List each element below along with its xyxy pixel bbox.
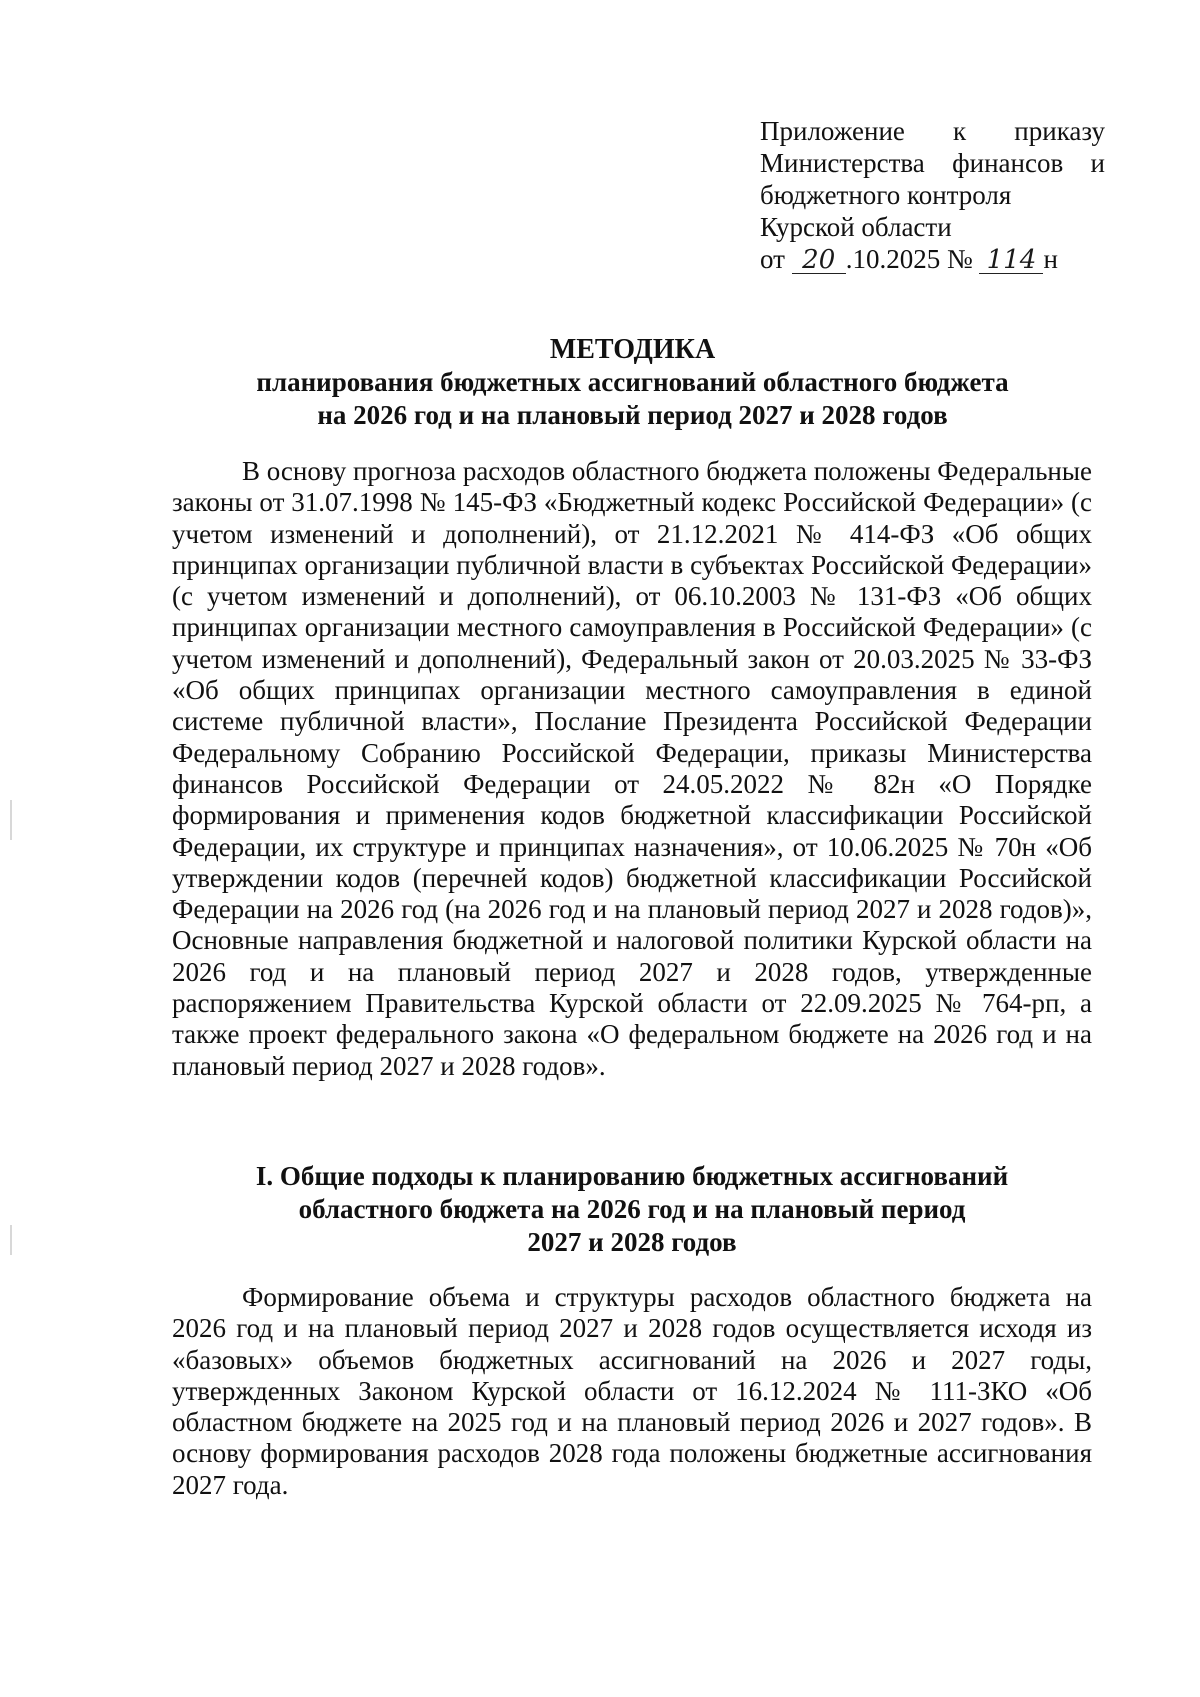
scan-artifact	[10, 1225, 12, 1255]
handwritten-order-number: 114	[979, 247, 1043, 274]
annex-line-3: бюджетного контроля	[760, 180, 1012, 210]
section-heading-line-3: 2027 и 2028 годов	[527, 1227, 737, 1257]
title-subtitle-1: планирования бюджетных ассигнований областного бюджета	[256, 367, 1009, 397]
annex-line-2: Министерства финансов и	[760, 148, 1105, 178]
handwritten-day: 20	[792, 247, 846, 274]
intro-paragraph: В основу прогноза расходов областного бюджета положены Федеральные законы от 31.07.1998 № 145-ФЗ «Бюджетный кодекс Российской Федерации» (с учетом изменений и дополнений), от 21.12.2021 № 414-ФЗ «Об общих принципах организации публичной власти в субъектах Российской Федерации» (с учетом изменений и дополнений), от 06.10.2003 № 131-ФЗ «Об общих принципах организации местного самоуправления в Российской Федерации» (с учетом изменений и дополнений), Федеральный закон от 20.03.2025 № 33-ФЗ «Об общих принципах организации местного самоуправления в единой системе публичной власти», Послание Президента Российской Федерации Федеральному Собранию Российской Федерации, приказы Министерства финансов Российской Федерации от 24.05.2022 № 82н «О Порядке формирования и применения кодов бюджетной классификации Российской Федерации, их структуре и принципах назначения», от 10.06.2025 № 70н «Об утверждении кодов (перечней кодов) бюджетной классификации Российской Федерации на 2026 год (на 2026 год и на плановый период 2027 и 2028 годов)», Основные направления бюджетной и налоговой политики Курской области на 2026 год и на плановый период 2027 и 2028 годов, утвержденные распоряжением Правительства Курской области от 22.09.2025 № 764-рп, а также проект федерального закона «О федеральном бюджете на 2026 год и на плановый период 2027 и 2028 годов».	[172, 456, 1092, 1081]
section-1-paragraph: Формирование объема и структуры расходов областного бюджета на 2026 год и на плановый период 2027 и 2028 годов осуществляется исходя из «базовых» объемов бюджетных ассигнований на 2026 и 2027 годы, утвержденных Законом Курской области от 16.12.2024 № 111-ЗКО «Об областном бюджете на 2025 год и на плановый период 2026 и 2027 годов». В основу формирования расходов 2028 года положены бюджетные ассигнования 2027 года.	[172, 1282, 1092, 1500]
section-1-heading	[172, 1160, 1092, 1259]
title-main: МЕТОДИКА	[549, 334, 716, 365]
date-rest: .10.2025 №	[845, 244, 973, 274]
section-heading-line-2: областного бюджета на 2026 год и на плановый период	[298, 1194, 966, 1224]
annex-date-line	[760, 243, 1105, 275]
scan-artifact	[10, 800, 12, 840]
order-suffix: н	[1043, 244, 1058, 274]
title-subtitle-2: на 2026 год и на плановый период 2027 и 2028 годов	[317, 400, 948, 430]
annex-header	[760, 115, 1105, 275]
annex-line-4: Курской области	[760, 212, 952, 242]
annex-line-1: Приложение к приказу	[760, 116, 1105, 146]
date-prefix: от	[760, 244, 785, 274]
section-heading-line-1: I. Общие подходы к планированию бюджетных ассигнований	[255, 1161, 1009, 1191]
document-title	[170, 333, 1095, 432]
